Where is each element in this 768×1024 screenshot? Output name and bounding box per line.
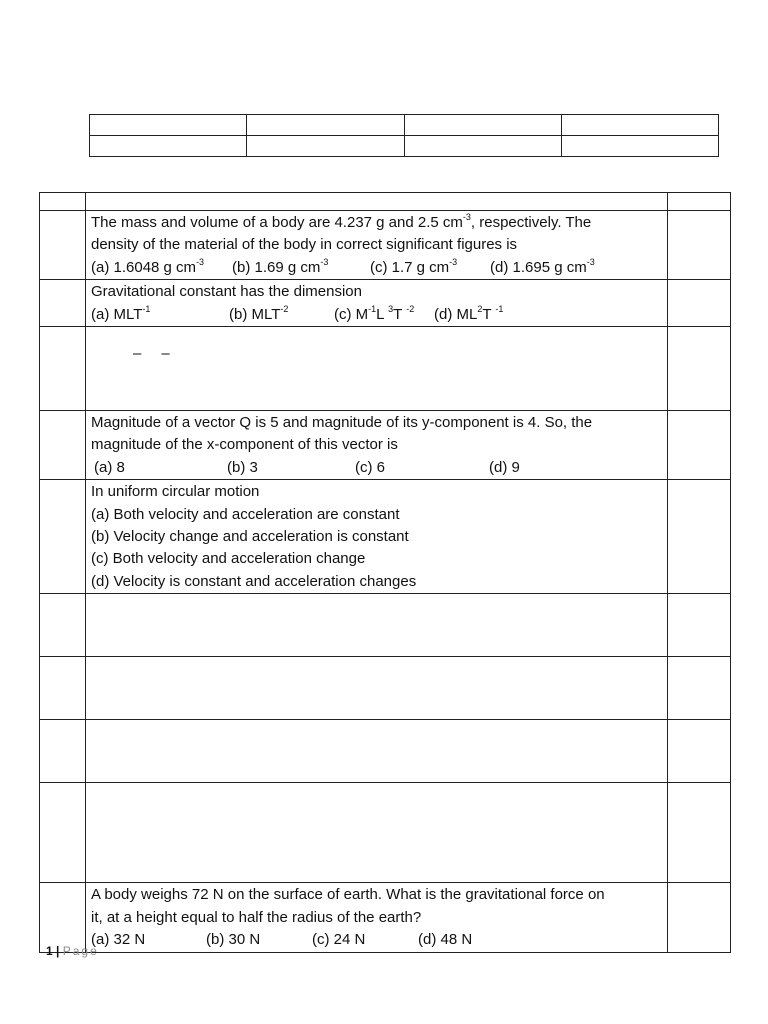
option-b: (b) 3	[227, 458, 258, 476]
footer-separator: |	[56, 944, 60, 958]
question-line: A body weighs 72 N on the surface of earth. What is the gravitational force on	[91, 886, 605, 904]
marks-cell	[668, 657, 731, 720]
option-d: (d) $ML^2T$ $^{-1}$	[434, 303, 504, 323]
question-cell	[86, 480, 668, 594]
option-c: (c) 6	[355, 458, 385, 476]
number-cell	[40, 594, 86, 657]
question-cell	[86, 657, 668, 720]
header-cell	[247, 136, 404, 157]
option-b: (b) $MLT^{-2}$	[229, 303, 289, 323]
question-line: it, at a height equal to half the radius of the earth?	[91, 908, 422, 926]
question-text	[86, 480, 667, 593]
page-footer	[46, 944, 99, 958]
number-cell	[40, 657, 86, 720]
question-text	[86, 280, 667, 326]
question-line: The mass and volume of a body are 4.237 g and 2.5 $cm^{-3}$, respectively. The	[91, 212, 592, 231]
question-cell	[86, 783, 668, 883]
question-line: In uniform circular motion	[91, 483, 260, 501]
questions-table	[39, 192, 731, 953]
option-b: (b) 30 N	[206, 931, 261, 949]
marks-cell	[668, 327, 731, 411]
header-cell	[90, 136, 247, 157]
dash-mark: –	[133, 345, 142, 363]
marks-cell	[668, 783, 731, 883]
question-text	[86, 211, 667, 279]
number-cell	[40, 783, 86, 883]
option-b: (b) 1.69 g $cm^{-3}$	[232, 256, 329, 276]
option-d: (d) Velocity is constant and acceleration changes	[91, 572, 417, 590]
number-cell	[40, 211, 86, 280]
header-cell	[561, 115, 718, 136]
question-cell	[86, 411, 668, 480]
question-cell	[86, 211, 668, 280]
marks-cell	[668, 883, 731, 952]
option-c: (c) 1.7 g $cm^{-3}$	[370, 256, 458, 276]
question-row-10	[40, 883, 731, 952]
question-cell	[86, 594, 668, 657]
number-cell	[40, 883, 86, 952]
question-cell	[86, 193, 668, 211]
header-row	[90, 136, 719, 157]
number-cell	[40, 411, 86, 480]
question-cell	[86, 720, 668, 783]
option-d: (d) 48 N	[418, 931, 473, 949]
question-row-3	[40, 327, 731, 411]
marks-cell	[668, 411, 731, 480]
option-b: (b) Velocity change and acceleration is constant	[91, 528, 409, 546]
header-info-table	[89, 114, 719, 157]
question-row-2	[40, 280, 731, 327]
options-line	[91, 257, 667, 279]
marks-cell	[668, 211, 731, 280]
number-cell	[40, 720, 86, 783]
options-line	[91, 929, 667, 951]
question-line: Gravitational constant has the dimension	[91, 283, 362, 301]
question-line: magnitude of the x-component of this vector is	[91, 436, 398, 454]
dash-mark: –	[161, 345, 170, 363]
header-row	[90, 115, 719, 136]
table-header-row	[40, 193, 731, 211]
option-a: (a) 32 N	[91, 931, 146, 949]
page-label: Page	[62, 944, 99, 958]
question-text	[86, 327, 667, 362]
question-line: density of the material of the body in correct significant figures is	[91, 236, 518, 254]
option-a: (a) $MLT^{-1}$	[91, 303, 151, 323]
option-a: (a) 1.6048 g $cm^{-3}$	[91, 256, 205, 276]
option-d: (d) 1.695 g $cm^{-3}$	[490, 256, 595, 276]
question-cell	[86, 883, 668, 952]
header-cell	[247, 115, 404, 136]
number-cell	[40, 480, 86, 594]
question-text	[86, 411, 667, 479]
header-cell	[561, 136, 718, 157]
number-cell	[40, 280, 86, 327]
header-cell	[90, 115, 247, 136]
question-text	[86, 883, 667, 951]
number-cell	[40, 327, 86, 411]
question-row-6	[40, 594, 731, 657]
header-cell	[404, 115, 561, 136]
options-line	[91, 304, 667, 326]
question-row-9	[40, 783, 731, 883]
question-row-5	[40, 480, 731, 594]
question-cell	[86, 280, 668, 327]
option-c: (c) 24 N	[312, 931, 366, 949]
marks-cell	[668, 480, 731, 594]
question-row-1	[40, 211, 731, 280]
question-cell	[86, 327, 668, 411]
page-number: 1	[46, 944, 53, 958]
option-a: (a) 8	[94, 458, 125, 476]
option-c: (c) $M^{-1}L$ $^3$T $^{-2}$	[334, 303, 415, 323]
options-line	[91, 457, 667, 479]
question-row-7	[40, 657, 731, 720]
option-c: (c) Both velocity and acceleration change	[91, 550, 366, 568]
question-row-8	[40, 720, 731, 783]
option-d: (d) 9	[489, 458, 520, 476]
marks-cell	[668, 594, 731, 657]
question-line: Magnitude of a vector Q is 5 and magnitude of its y-component is 4. So, the	[91, 414, 593, 432]
option-a: (a) Both velocity and acceleration are constant	[91, 505, 400, 523]
marks-cell	[668, 280, 731, 327]
marks-cell	[668, 720, 731, 783]
header-cell	[404, 136, 561, 157]
number-cell	[40, 193, 86, 211]
marks-cell	[668, 193, 731, 211]
question-row-4	[40, 411, 731, 480]
